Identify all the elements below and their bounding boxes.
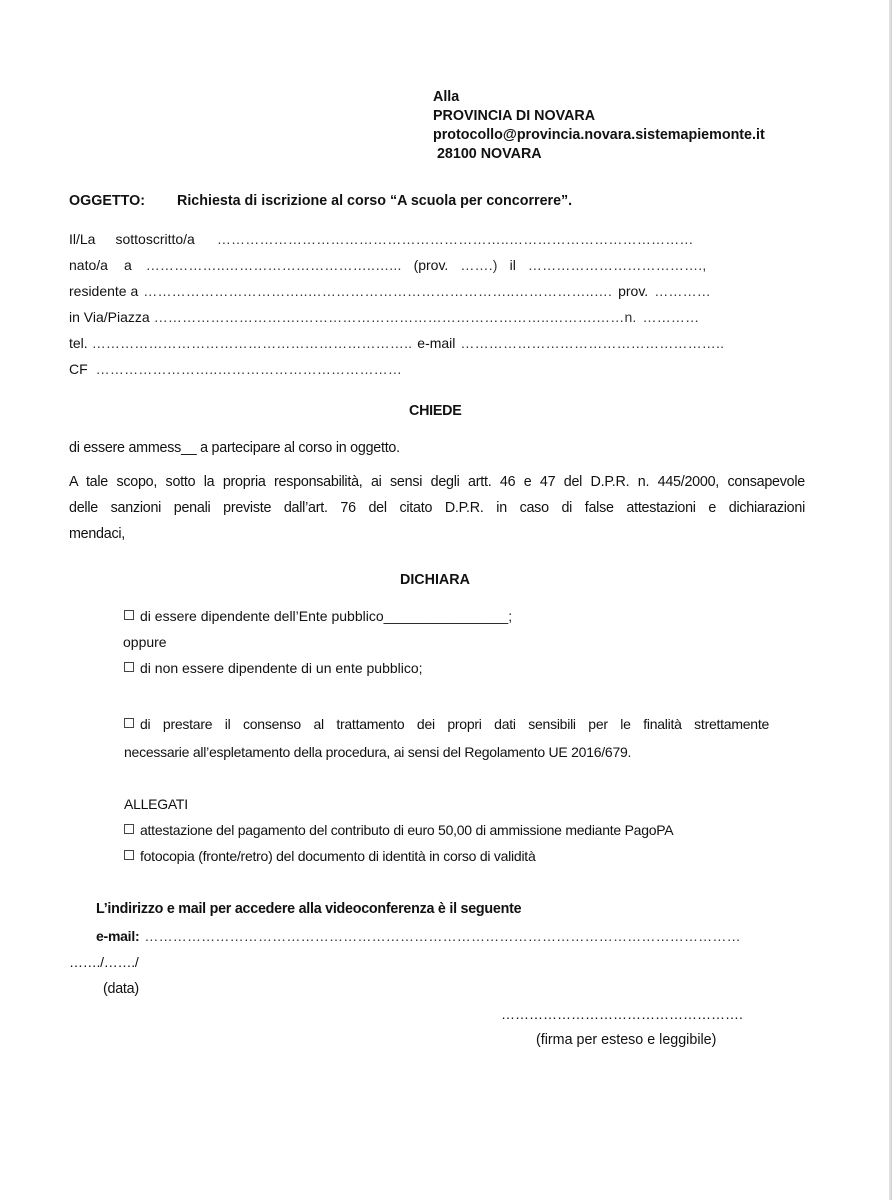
label-nato: nato/a [69, 257, 108, 273]
field-row-birth [69, 255, 805, 275]
recipient-city: 28100 NOVARA [433, 146, 542, 162]
videoconference-email-input[interactable]: ……………………………………………………………………………………………………………… [144, 928, 741, 944]
consent-block [124, 710, 769, 766]
residence-province-input[interactable]: ………… [654, 283, 712, 299]
field-row-residence [69, 281, 805, 301]
birthdate-input[interactable]: ………………………………., [527, 257, 707, 273]
paragraph-line: delle sanzioni penali previste dall’art. 76 del citato D.P.R. in caso di false attestazioni e dichiarazioni [69, 500, 805, 516]
attachment-item-id [124, 846, 535, 866]
label-prov-residence: prov. [618, 283, 649, 299]
option-not-public-employee-label: di non essere dipendente di un ente pubblico; [140, 660, 423, 676]
email-input[interactable]: ……………………………………………….. [460, 335, 725, 351]
consent-line: necessarie all’espletamento della procedura, ai sensi del Regolamento UE 2016/679. [124, 744, 632, 760]
label-tel: tel. [69, 335, 88, 351]
attachment-item-label: attestazione del pagamento del contributo di euro 50,00 di ammissione mediante PagoPA [140, 822, 674, 838]
attachment-item-payment [124, 820, 673, 840]
label-via-piazza: in Via/Piazza [69, 309, 150, 325]
birthplace-input[interactable]: ……………..…………………………..…... [145, 257, 402, 273]
videoconference-email-label: e-mail: [96, 928, 140, 944]
checkbox-public-employee[interactable] [124, 610, 134, 620]
recipient-salutation: Alla [433, 89, 460, 105]
birth-province-input[interactable]: …….) [460, 257, 498, 273]
paragraph-line: A tale scopo, sotto la propria responsabilità, ai sensi degli artt. 46 e 47 del D.P.R. n. 445/2000, consapevole [69, 474, 805, 490]
videoconference-email-row [96, 928, 802, 944]
option-public-employee [124, 606, 512, 626]
chiede-text: di essere ammess__ a partecipare al corso in oggetto. [69, 440, 400, 456]
allegati-heading: ALLEGATI [124, 796, 188, 812]
street-input[interactable]: ………………………….……………………………………………..……….……n. [153, 309, 637, 325]
consent-line [124, 710, 769, 738]
street-number-input[interactable]: ………… [642, 309, 700, 325]
cf-input[interactable]: ……………………..………………………………… [95, 361, 403, 377]
label-residente: residente a [69, 283, 139, 299]
separator-oppure: oppure [123, 634, 167, 650]
field-row-street [69, 307, 805, 327]
label-cf: CF [69, 361, 88, 377]
checkbox-consent[interactable] [124, 718, 134, 728]
label-sottoscritto: sottoscritto/a [115, 231, 195, 247]
paragraph-line: mendaci, [69, 526, 126, 542]
label-a: a [123, 257, 132, 273]
date-label: (data) [103, 981, 139, 997]
option-public-employee-label: di essere dipendente dell’Ente pubblico________________; [140, 608, 513, 624]
label-prov: (prov. [413, 257, 449, 273]
field-row-contacts [69, 333, 805, 353]
label-il-la: Il/La [69, 231, 96, 247]
checkbox-attachment-id[interactable] [124, 850, 134, 860]
consent-line-text: di prestare il consenso al trattamento dei propri dati sensibili per le finalità strettamente [140, 716, 769, 732]
subject-text: Richiesta di iscrizione al corso “A scuola per concorrere”. [177, 193, 573, 209]
phone-input[interactable]: ………………………………………………………….. [91, 335, 413, 351]
checkbox-not-public-employee[interactable] [124, 662, 134, 672]
recipient-email: protocollo@provincia.novara.sistemapiemonte.it [433, 127, 765, 143]
recipient-name: PROVINCIA DI NOVARA [433, 108, 596, 124]
dichiara-heading: DICHIARA [400, 572, 470, 588]
chiede-heading: CHIEDE [409, 403, 462, 419]
option-not-public-employee [124, 658, 423, 678]
signature-label: (firma per esteso e leggibile) [536, 1032, 717, 1048]
label-il: il [509, 257, 516, 273]
videoconference-title: L’indirizzo e mail per accedere alla videoconferenza è il seguente [96, 901, 522, 917]
declaration-paragraph [69, 469, 805, 547]
residence-input[interactable]: ……………………………..……………………………………..……………..…. [143, 283, 613, 299]
subject-line [69, 193, 572, 209]
field-row-cf [69, 359, 805, 379]
recipient-block [433, 88, 765, 164]
subject-label: OGGETTO: [69, 193, 145, 209]
field-row-name [69, 229, 805, 249]
signature-input[interactable]: ……………………………………………. [501, 1006, 743, 1022]
date-input[interactable]: ……./……./ [69, 954, 139, 970]
checkbox-attachment-payment[interactable] [124, 824, 134, 834]
label-email: e-mail [417, 335, 456, 351]
name-input[interactable]: ……………………………………………………..………………………………… [216, 231, 694, 247]
attachment-item-label: fotocopia (fronte/retro) del documento di identità in corso di validità [140, 848, 536, 864]
